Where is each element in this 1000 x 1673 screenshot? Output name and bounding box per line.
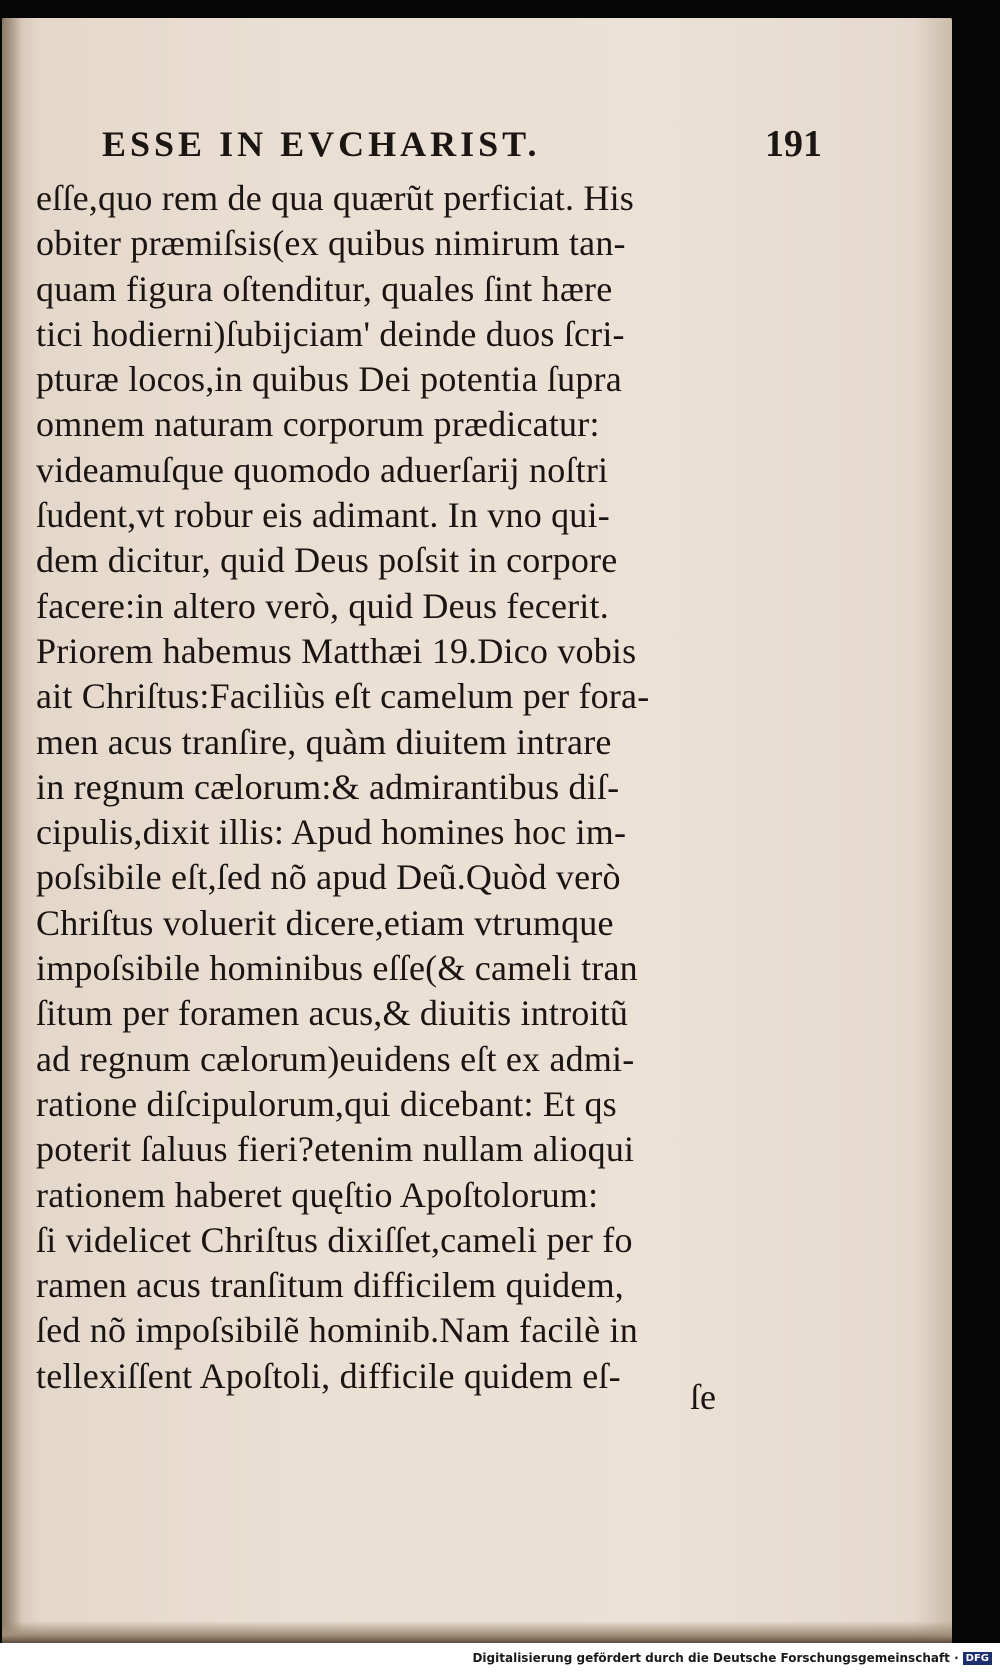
text-line: ſitum per foramen acus,& diuitis introitũ	[36, 993, 629, 1034]
page-bottom-edge	[2, 1621, 952, 1643]
dfg-logo: DFG	[963, 1652, 992, 1665]
text-line: obiter præmiſsis(ex quibus nimirum tan-	[36, 223, 626, 264]
page-number: 191	[765, 123, 822, 165]
text-line: poterit ſaluus fieri?etenim nullam alioqui	[36, 1129, 635, 1170]
text-line: ratione diſcipulorum,qui dicebant: Et qs	[36, 1083, 617, 1124]
text-line: ad regnum cælorum)euidens eſt ex admi-	[36, 1038, 635, 1079]
text-line: ait Chriſtus:Faciliùs eſt camelum per fora-	[36, 676, 650, 717]
text-line: ſed nõ impoſsibilẽ hominib.Nam facilè in	[36, 1310, 638, 1351]
catchword: ſe	[690, 1377, 716, 1417]
text-line: tici hodierni)ſubijciam' deinde duos ſcri-	[36, 313, 625, 354]
text-line: dem dicitur, quid Deus poſsit in corpore	[36, 540, 618, 581]
page-edge-shadow	[2, 18, 22, 1643]
text-line: tellexiſſent Apoſtoli, difficile quidem eſ-	[36, 1355, 621, 1396]
running-head	[102, 116, 822, 172]
text-line: videamuſque quomodo aduerſarij noſtri	[36, 449, 609, 490]
text-line: in regnum cælorum:& admirantibus diſ-	[36, 766, 620, 807]
text-line: Chriſtus voluerit dicere,etiam vtrumque	[36, 902, 614, 943]
text-line: rationem haberet quęſtio Apoſtolorum:	[36, 1174, 599, 1215]
text-line: pturæ locos,in quibus Dei potentia ſupra	[36, 359, 622, 400]
text-line: poſsibile eſt,ſed nõ apud Deũ.Quòd verò	[36, 857, 621, 898]
footer-credit: Digitalisierung gefördert durch die Deutsche Forschungsgemeinschaft ·	[472, 1651, 959, 1665]
text-line: omnem naturam corporum prædicatur:	[36, 404, 600, 445]
digitization-footer	[0, 1643, 1000, 1673]
text-line: cipulis,dixit illis: Apud homines hoc im-	[36, 812, 627, 853]
text-line: quam figura oſtenditur, quales ſint hære	[36, 268, 613, 309]
text-line: ramen acus tranſitum difficilem quidem,	[36, 1265, 624, 1306]
text-line: facere:in altero verò, quid Deus fecerit.	[36, 585, 609, 626]
running-head-title: ESSE IN EVCHARIST.	[102, 124, 541, 164]
text-line: Priorem habemus Matthæi 19.Dico vobis	[36, 630, 637, 671]
body-text	[36, 176, 736, 1399]
text-line: men acus tranſire, quàm diuitem intrare	[36, 721, 612, 762]
text-line: ſudent,vt robur eis adimant. In vno qui-	[36, 495, 610, 536]
text-line: impoſsibile hominibus eſſe(& cameli tran	[36, 948, 638, 989]
book-page	[2, 18, 952, 1643]
text-line: eſſe,quo rem de qua quærũt perficiat. His	[36, 178, 635, 218]
text-line: ſi videlicet Chriſtus dixiſſet,cameli per fo	[36, 1219, 633, 1260]
